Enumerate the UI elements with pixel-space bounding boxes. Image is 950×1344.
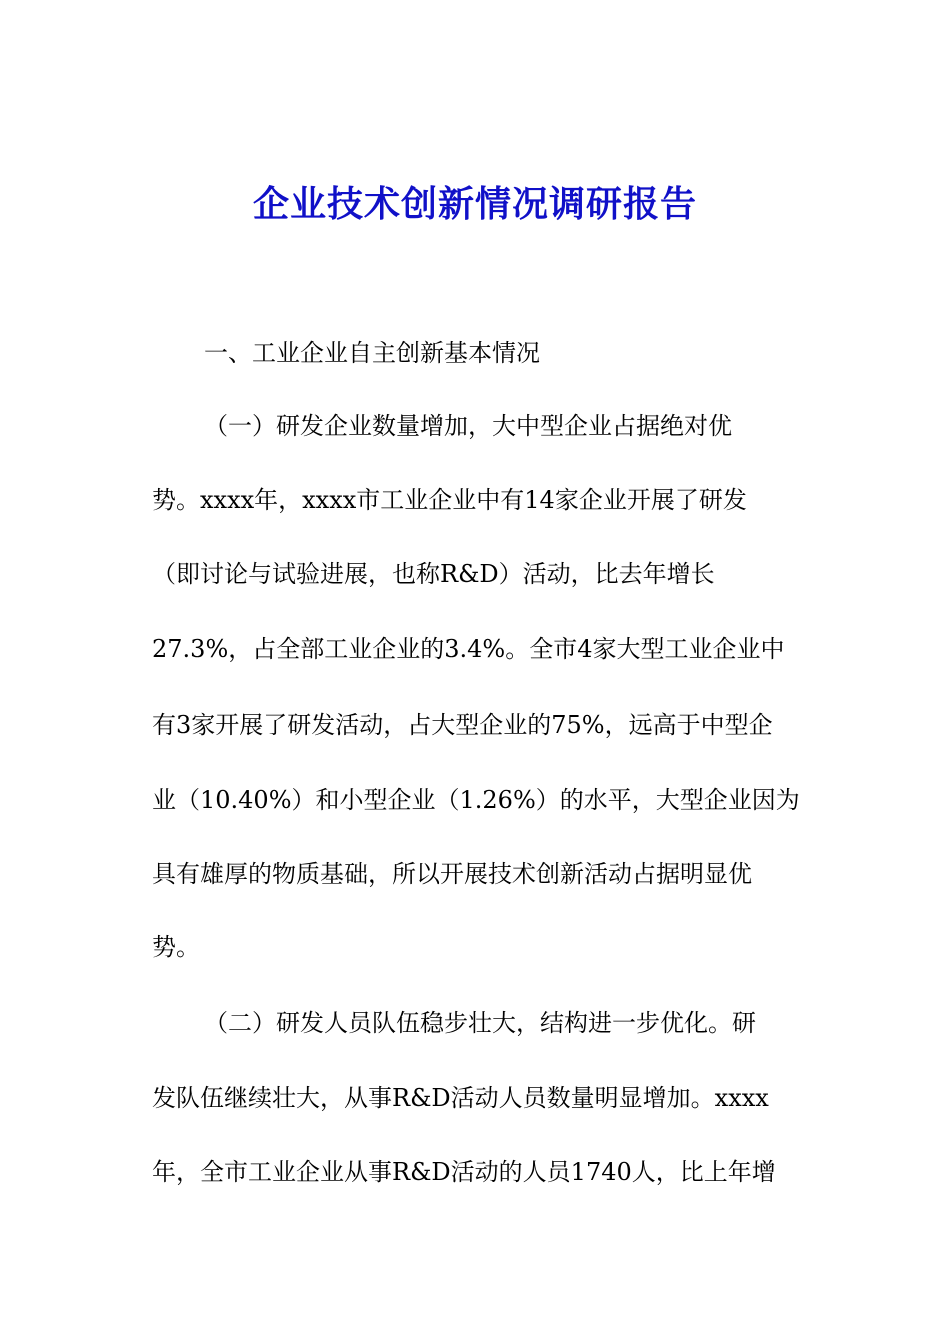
paragraph-line: 势。xxxx年，xxxx市工业企业中有14家企业开展了研发	[152, 486, 747, 514]
paragraph-line: 有3家开展了研发活动，占大型企业的75%，远高于中型企	[152, 711, 773, 739]
paragraph-line: （即讨论与试验进展，也称R&D）活动，比去年增长	[152, 560, 715, 588]
paragraph-line: 业（10.40%）和小型企业（1.26%）的水平，大型企业因为	[152, 786, 800, 814]
paragraph-line: （二）研发人员队伍稳步壮大，结构进一步优化。研	[204, 1009, 756, 1037]
paragraph-line: 势。	[152, 933, 200, 961]
paragraph-line: 发队伍继续壮大，从事R&D活动人员数量明显增加。xxxx	[152, 1084, 769, 1112]
paragraph-line: 27.3%，占全部工业企业的3.4%。全市4家大型工业企业中	[152, 635, 785, 663]
paragraph-line: 年，全市工业企业从事R&D活动的人员1740人，比上年增	[152, 1158, 776, 1186]
paragraph-line: 具有雄厚的物质基础，所以开展技术创新活动占据明显优	[152, 860, 752, 888]
paragraph-line: （一）研发企业数量增加，大中型企业占据绝对优	[204, 412, 732, 440]
document-title: 企业技术创新情况调研报告	[252, 183, 697, 225]
section-heading: 一、工业企业自主创新基本情况	[204, 339, 540, 367]
